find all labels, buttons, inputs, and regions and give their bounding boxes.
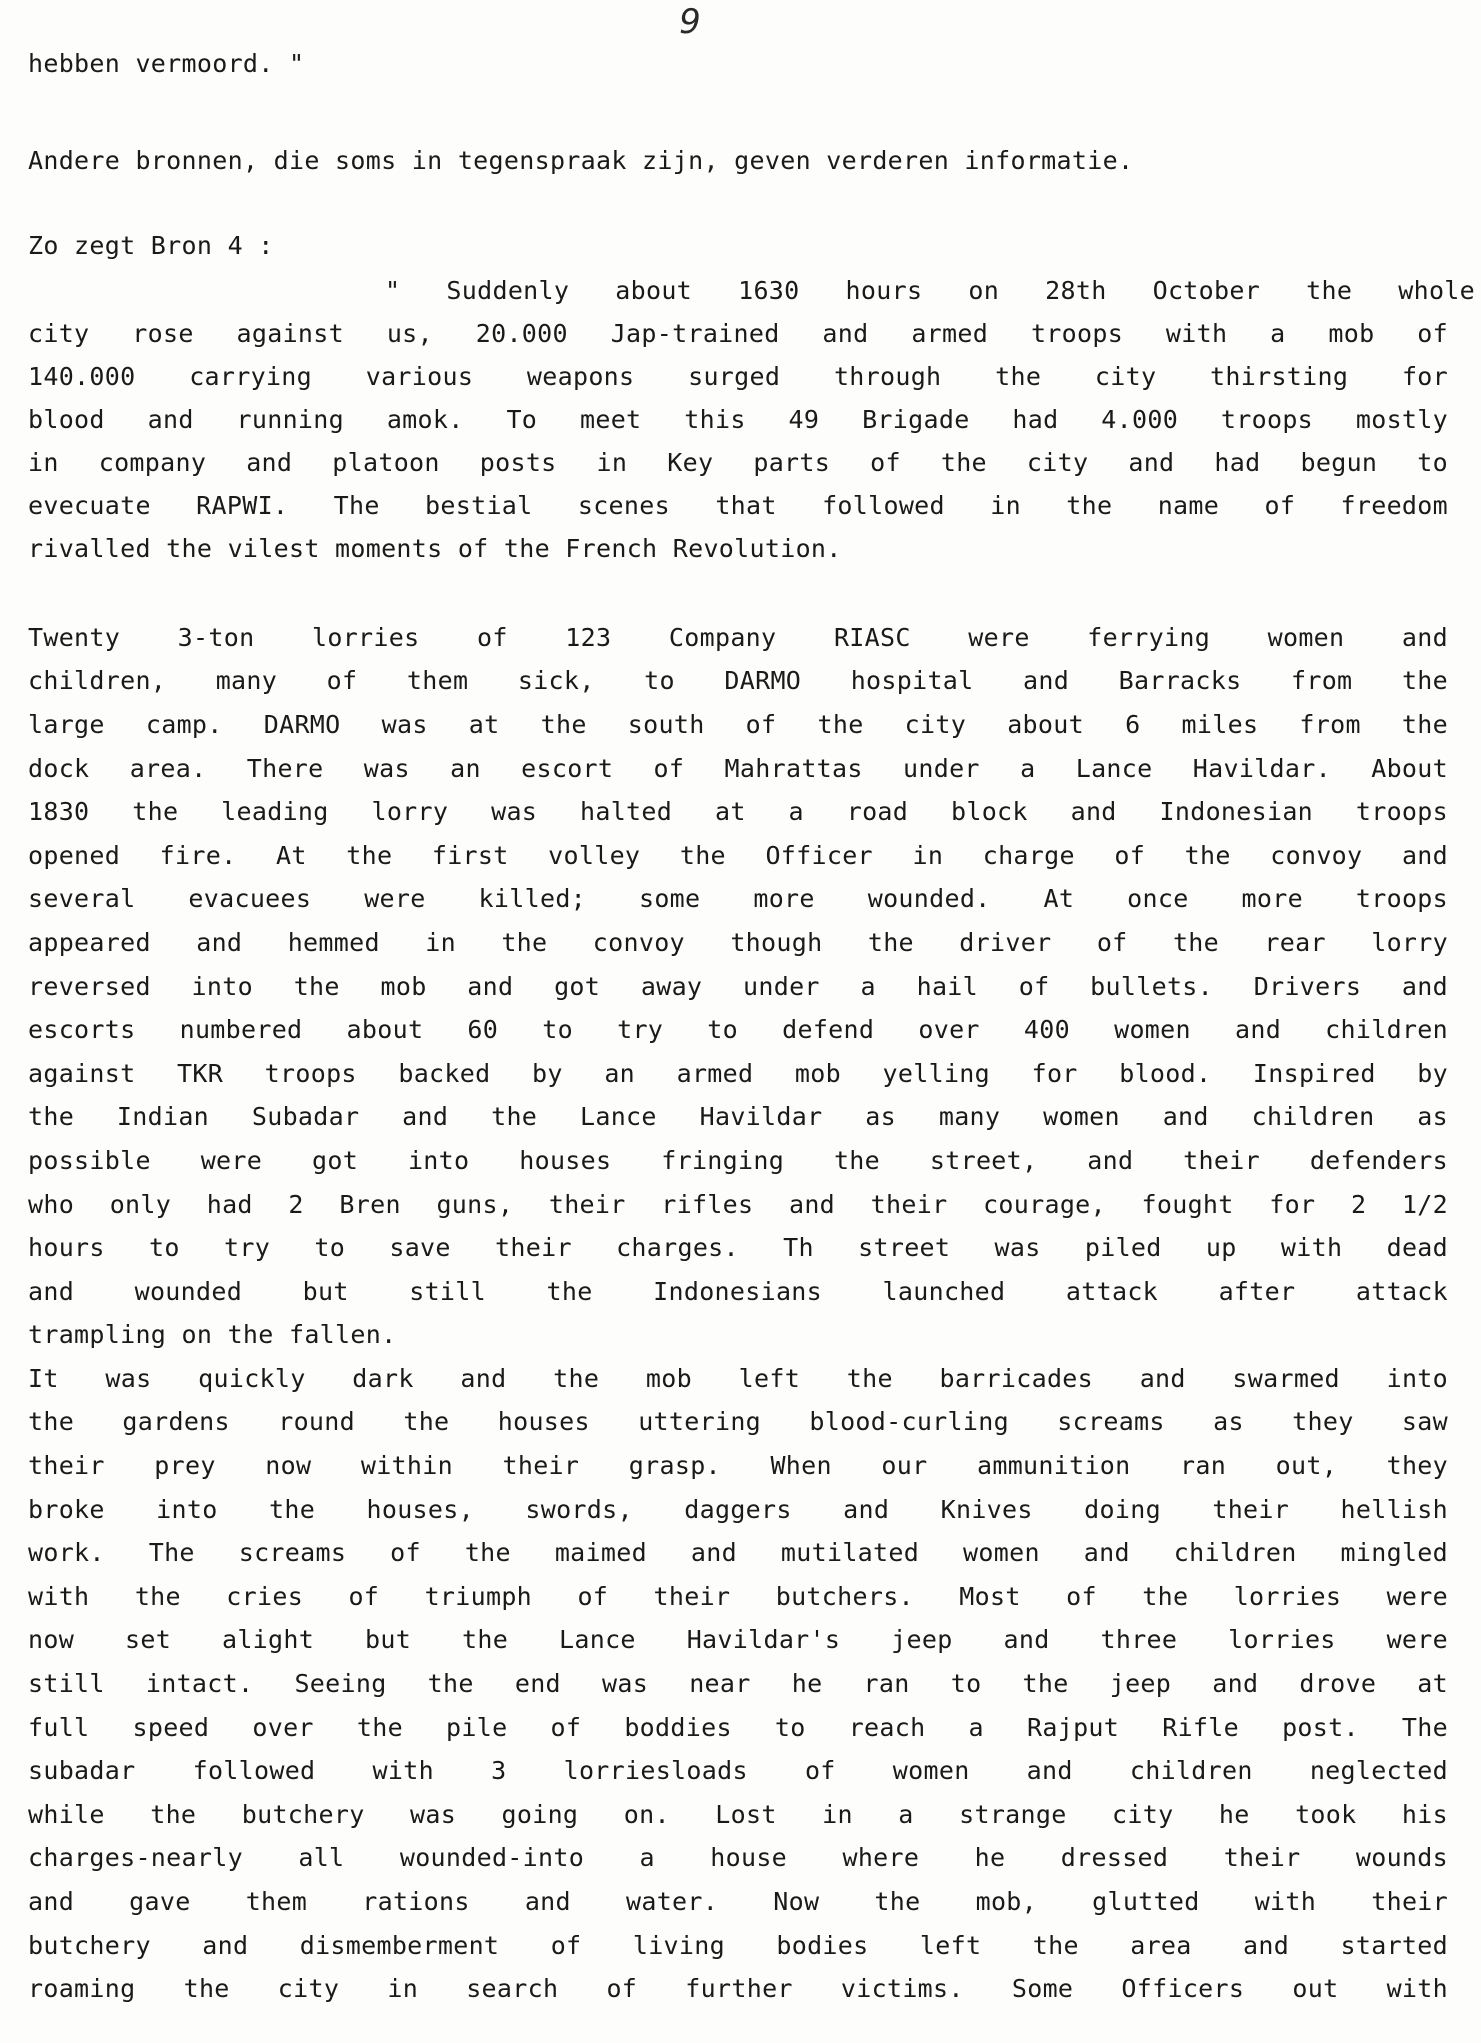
text-line: escorts numbered about 60 to try to defend over 400 women and children: [28, 1015, 1448, 1044]
text-line: hours to try to save their charges. Th street was piled up with dead: [28, 1233, 1448, 1262]
text-line: possible were got into houses fringing the street, and their defenders: [28, 1146, 1448, 1175]
text-line: hebben vermoord. ": [28, 49, 305, 78]
text-line: appeared and hemmed in the convoy though the driver of the rear lorry: [28, 928, 1448, 957]
text-line: " Suddenly about 1630 hours on 28th October the whole: [385, 276, 1475, 305]
text-line: children, many of them sick, to DARMO hospital and Barracks from the: [28, 666, 1448, 695]
text-line: the gardens round the houses uttering blood-curling screams as they saw: [28, 1407, 1448, 1436]
text-line: 140.000 carrying various weapons surged through the city thirsting for: [28, 362, 1448, 391]
text-line: and gave them rations and water. Now the mob, glutted with their: [28, 1887, 1448, 1916]
text-line: large camp. DARMO was at the south of the city about 6 miles from the: [28, 710, 1448, 739]
text-line: against TKR troops backed by an armed mob yelling for blood. Inspired by: [28, 1059, 1448, 1088]
text-line: in company and platoon posts in Key parts of the city and had begun to: [28, 448, 1448, 477]
text-line: roaming the city in search of further victims. Some Officers out with: [28, 1974, 1448, 2003]
text-line: opened fire. At the first volley the Officer in charge of the convoy and: [28, 841, 1448, 870]
text-line: blood and running amok. To meet this 49 Brigade had 4.000 troops mostly: [28, 405, 1448, 434]
text-line: Twenty 3-ton lorries of 123 Company RIASC were ferrying women and: [28, 623, 1448, 652]
text-line: and wounded but still the Indonesians launched attack after attack: [28, 1277, 1448, 1306]
text-line: rivalled the vilest moments of the French Revolution.: [28, 534, 842, 563]
text-line: while the butchery was going on. Lost in a strange city he took his: [28, 1800, 1448, 1829]
text-line: now set alight but the Lance Havildar's jeep and three lorries were: [28, 1625, 1448, 1654]
text-line: several evacuees were killed; some more wounded. At once more troops: [28, 884, 1448, 913]
text-line: trampling on the fallen.: [28, 1320, 397, 1349]
text-line: the Indian Subadar and the Lance Havildar as many women and children as: [28, 1102, 1448, 1131]
text-line: subadar followed with 3 lorriesloads of women and children neglected: [28, 1756, 1448, 1785]
text-line: 1830 the leading lorry was halted at a road block and Indonesian troops: [28, 797, 1448, 826]
text-line: Zo zegt Bron 4 :: [28, 231, 274, 260]
text-line: who only had 2 Bren guns, their rifles and their courage, fought for 2 1/2: [28, 1190, 1448, 1219]
text-line: dock area. There was an escort of Mahrattas under a Lance Havildar. About: [28, 754, 1448, 783]
text-line: evecuate RAPWI. The bestial scenes that followed in the name of freedom: [28, 491, 1448, 520]
text-line: reversed into the mob and got away under a hail of bullets. Drivers and: [28, 972, 1448, 1001]
text-line: with the cries of triumph of their butchers. Most of the lorries were: [28, 1582, 1448, 1611]
text-line: work. The screams of the maimed and mutilated women and children mingled: [28, 1538, 1448, 1567]
text-line: still intact. Seeing the end was near he ran to the jeep and drove at: [28, 1669, 1448, 1698]
text-line: their prey now within their grasp. When our ammunition ran out, they: [28, 1451, 1448, 1480]
text-line: full speed over the pile of boddies to reach a Rajput Rifle post. The: [28, 1713, 1448, 1742]
text-line: Andere bronnen, die soms in tegenspraak zijn, geven verderen informatie.: [28, 146, 1134, 175]
page-number: 9: [679, 2, 701, 42]
text-line: charges-nearly all wounded-into a house where he dressed their wounds: [28, 1843, 1448, 1872]
text-line: city rose against us, 20.000 Jap-trained and armed troops with a mob of: [28, 319, 1448, 348]
text-line: broke into the houses, swords, daggers and Knives doing their hellish: [28, 1495, 1448, 1524]
text-line: butchery and dismemberment of living bodies left the area and started: [28, 1931, 1448, 1960]
text-line: It was quickly dark and the mob left the barricades and swarmed into: [28, 1364, 1448, 1393]
